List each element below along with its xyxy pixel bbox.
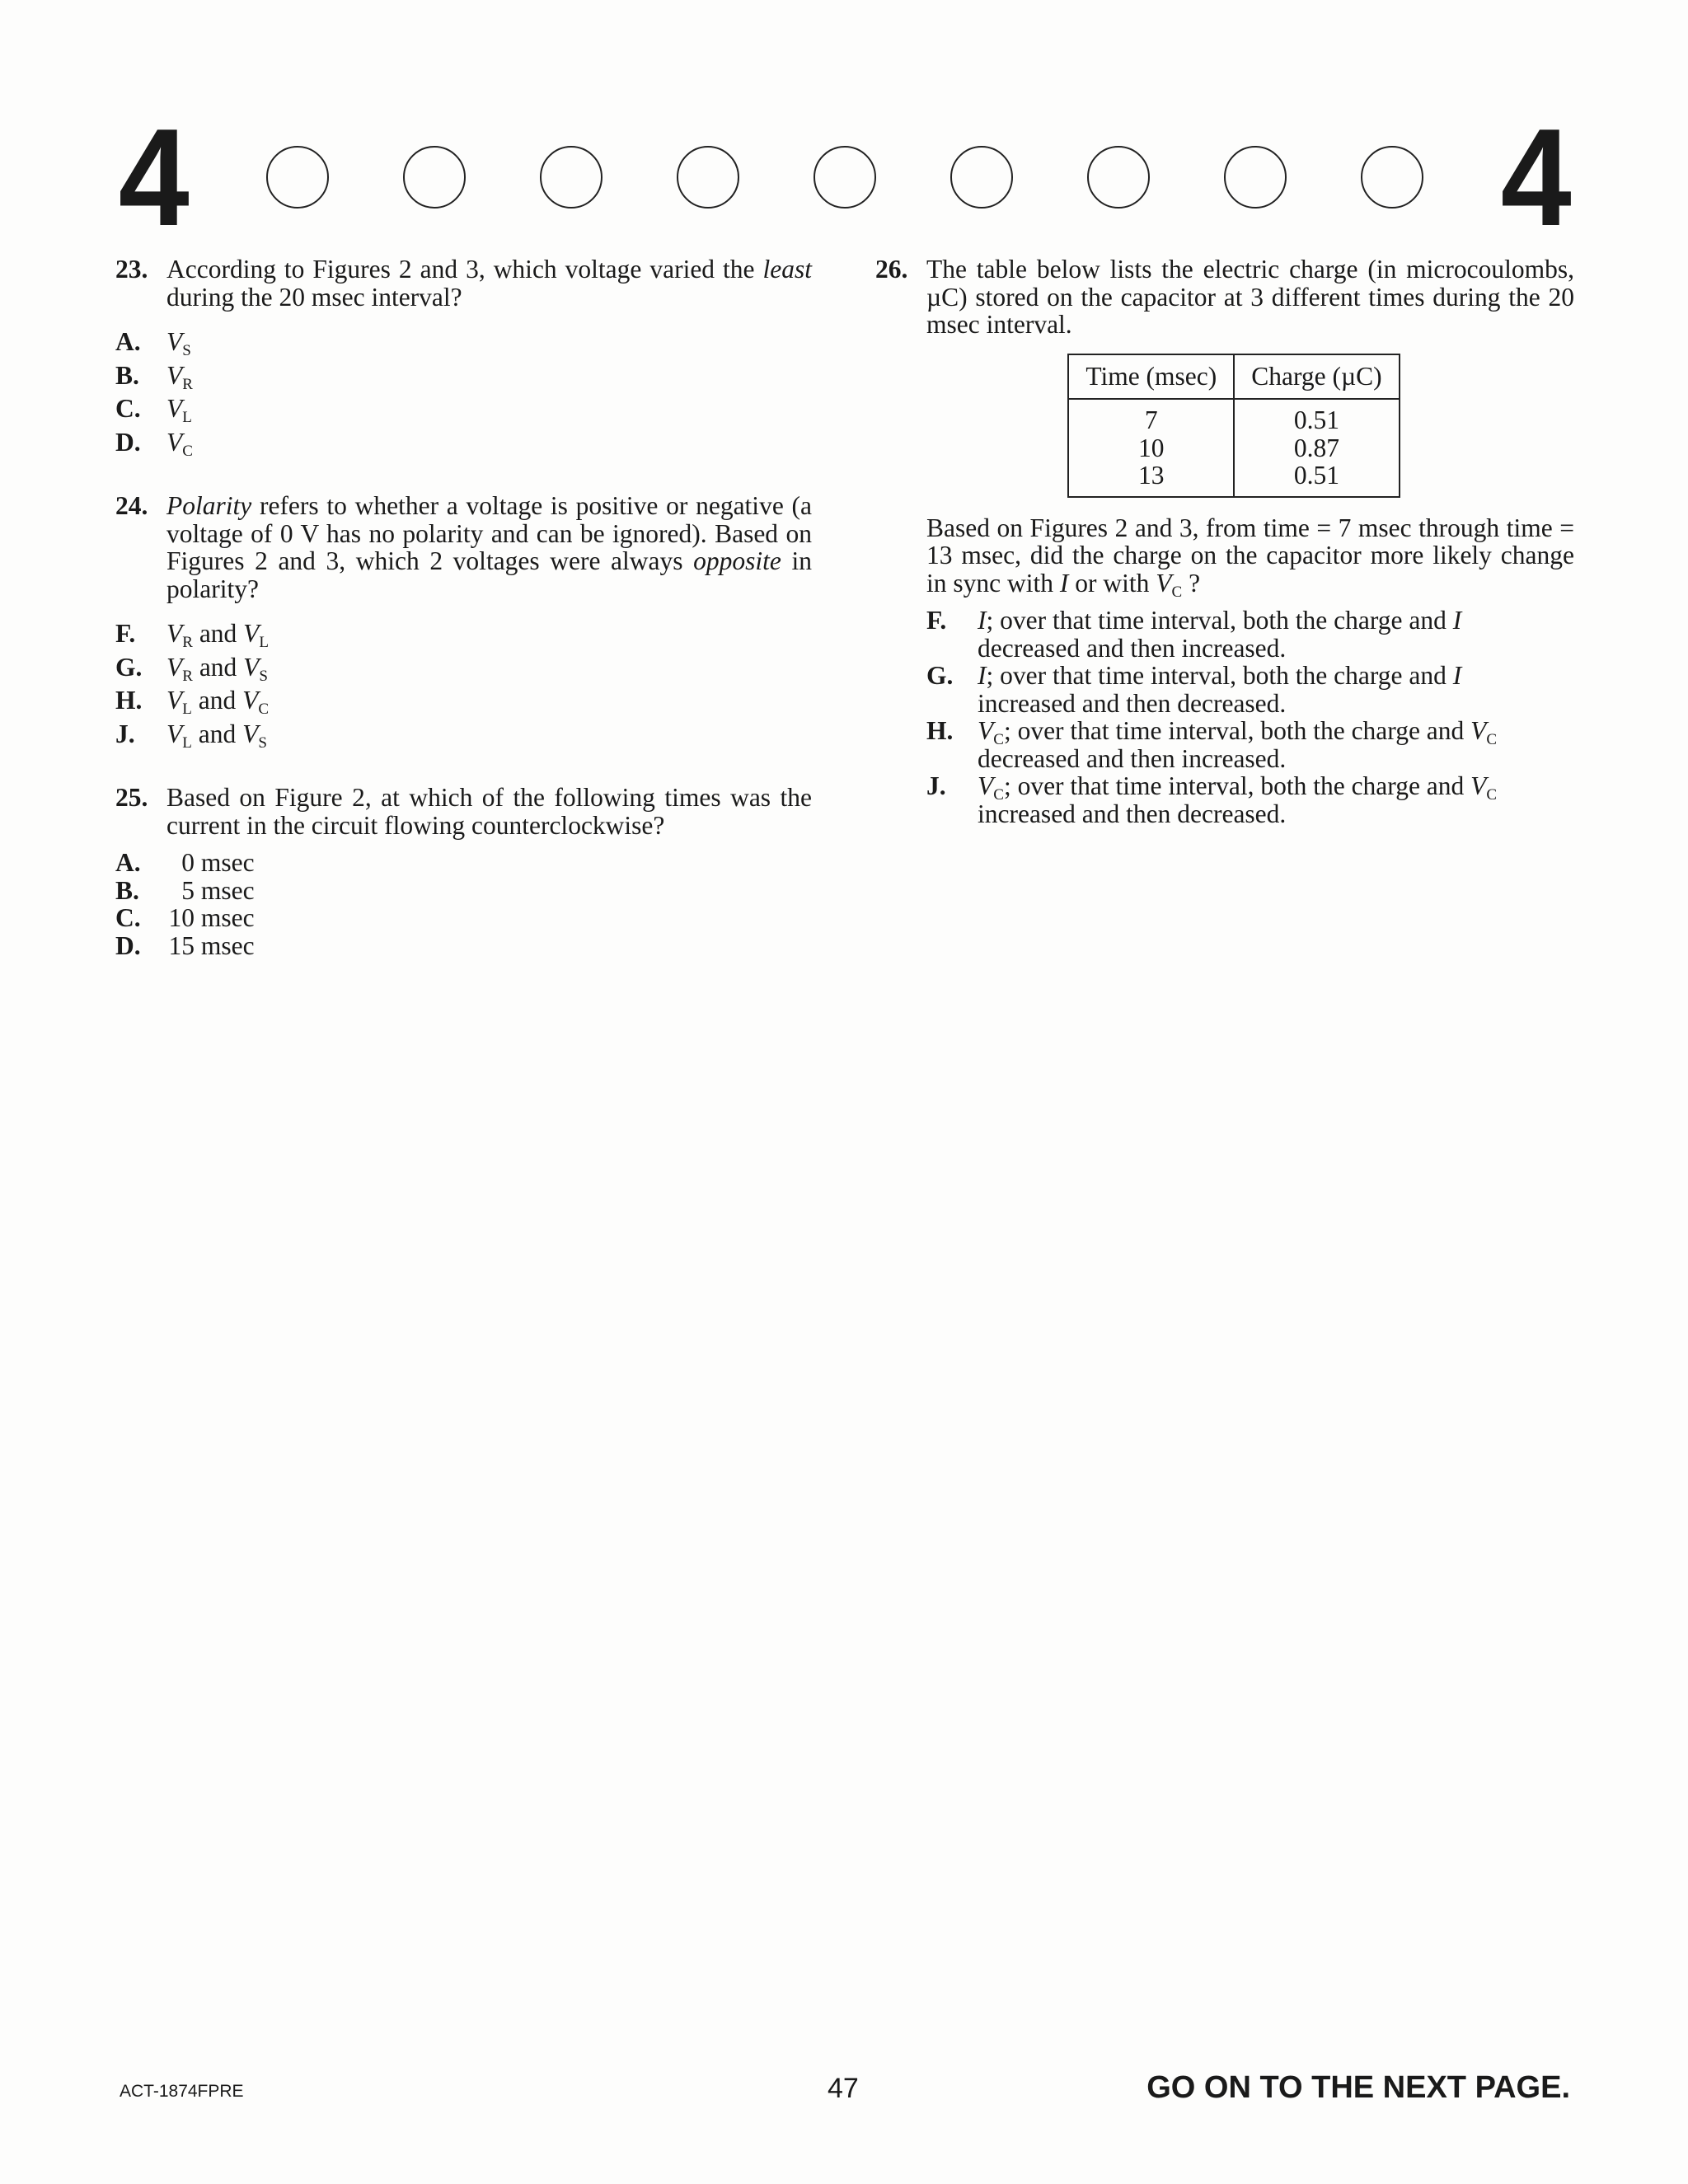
- answer-options: [115, 849, 812, 959]
- answer-option-h[interactable]: H. $V_C$; over that time interval, both the charge and $V_C$ decreased and then increased.: [926, 716, 1498, 773]
- question-number: 23.: [115, 255, 148, 284]
- page-number: 47: [828, 2073, 859, 2104]
- section-number-right: 4: [1500, 100, 1572, 255]
- answer-option-b[interactable]: B. 5 msec: [115, 877, 812, 905]
- answer-option-a[interactable]: A. $V_S$: [115, 327, 191, 359]
- table-cell: 7: [1144, 405, 1158, 434]
- table-header-charge: Charge (µC): [1234, 354, 1399, 400]
- go-on-next-page: GO ON TO THE NEXT PAGE.: [1146, 2070, 1570, 2105]
- answer-value: 5 msec: [181, 875, 255, 905]
- answer-options: [115, 617, 812, 751]
- question-text: Based on Figure 2, at which of the following times was the current in the circuit flowing counterclockwise?: [166, 783, 812, 840]
- time-column: [1068, 399, 1234, 497]
- section-number-left: 4: [118, 100, 190, 255]
- circle-icon: [677, 146, 739, 209]
- table-header-time: Time (msec): [1068, 354, 1234, 400]
- question-text: According to Figures 2 and 3, which voltage varied the least during the 20 msec interval?: [166, 255, 812, 312]
- charge-table: [1067, 354, 1400, 498]
- answer-value: 15 msec: [168, 930, 255, 960]
- answer-option-c[interactable]: C. 10 msec: [115, 904, 812, 932]
- question-number: 25.: [115, 783, 148, 812]
- answer-option-j[interactable]: J. $V_L$ and $V_S$: [115, 719, 267, 752]
- answer-option-f[interactable]: F. I; over that time interval, both the charge and I decreased and then increased.: [926, 606, 1462, 663]
- circle-icon: [950, 146, 1013, 209]
- charge-table-wrapper: [926, 354, 1574, 498]
- circle-icon: [540, 146, 603, 209]
- answer-options: [115, 326, 812, 459]
- table-cell: 0.87: [1293, 433, 1340, 462]
- answer-value: 10 msec: [168, 903, 255, 932]
- right-column: [875, 255, 1574, 827]
- question-23: [115, 255, 812, 311]
- left-column: [115, 255, 812, 959]
- answer-option-c[interactable]: C. $V_L$: [115, 394, 192, 426]
- answer-option-g[interactable]: G. I; over that time interval, both the charge and I increased and then decreased.: [926, 661, 1462, 718]
- circle-icon: [814, 146, 876, 209]
- form-code: ACT-1874FPRE: [120, 2082, 244, 2101]
- question-24: [115, 492, 812, 602]
- circle-icon: [266, 146, 329, 209]
- answer-option-d[interactable]: D. 15 msec: [115, 932, 812, 960]
- answer-option-h[interactable]: H. $V_L$ and $V_C$: [115, 686, 270, 718]
- section-header: [115, 100, 1574, 255]
- answer-options: [926, 607, 1574, 827]
- circle-icon: [403, 146, 466, 209]
- answer-option-a[interactable]: A. 0 msec: [115, 849, 812, 877]
- circle-icon: [1087, 146, 1150, 209]
- question-number: 24.: [115, 491, 148, 520]
- charge-column: [1234, 399, 1399, 497]
- question-text: Based on Figures 2 and 3, from time = 7 msec through time = 13 msec, did the charge on the capacitor more likely change in sync with I or with $V_C$ ?: [926, 513, 1574, 601]
- question-text: Polarity refers to whether a voltage is positive or negative (a voltage of 0 V has no polarity and can be ignored). Based on Figures 2 and 3, which 2 voltages were always opposite in polarity?: [166, 491, 812, 603]
- answer-option-d[interactable]: D. $V_C$: [115, 427, 193, 460]
- table-cell: 0.51: [1293, 461, 1340, 490]
- table-cell: 10: [1138, 433, 1165, 462]
- answer-option-b[interactable]: B. $V_R$: [115, 360, 193, 393]
- answer-value: 0 msec: [181, 848, 255, 877]
- circle-icon: [1224, 146, 1287, 209]
- table-cell: 0.51: [1293, 405, 1340, 434]
- answer-option-f[interactable]: F. $V_R$ and $V_L$: [115, 619, 270, 651]
- question-number: 26.: [875, 255, 908, 284]
- table-cell: 13: [1138, 461, 1165, 490]
- question-intro: The table below lists the electric charge (in microcoulombs, µC) stored on the capacitor at 3 different times during the 20 msec interval.: [926, 255, 1574, 339]
- answer-option-j[interactable]: J. $V_C$; over that time interval, both the charge and $V_C$ increased and then decreased.: [926, 771, 1498, 828]
- question-26: [875, 255, 1574, 827]
- answer-option-g[interactable]: G. $V_R$ and $V_S$: [115, 652, 268, 685]
- circle-icon: [1361, 146, 1423, 209]
- question-25: [115, 784, 812, 839]
